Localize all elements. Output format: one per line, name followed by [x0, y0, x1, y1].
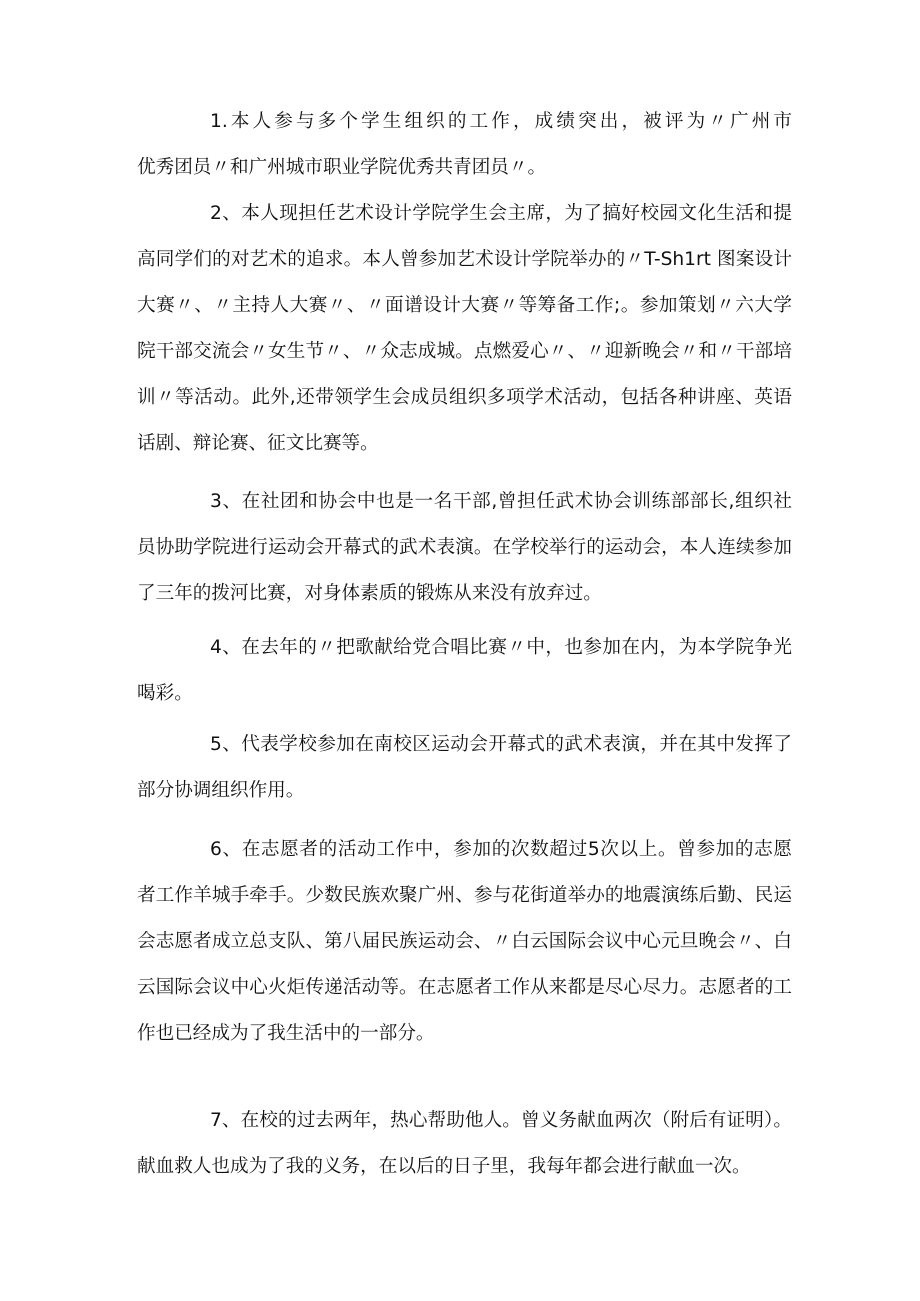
- paragraph-line: 高同学们的对艺术的追求。本人曾参加艺术设计学院举办的〃T-Sh1rt 图案设计: [137, 249, 792, 270]
- paragraph-line: 作也已经成为了我生活中的一部分。: [137, 1023, 435, 1044]
- paragraph-line: 3、在社团和协会中也是一名干部,曾担任武术协会训练部部长,组织社: [210, 491, 792, 512]
- paragraph-line: 献血救人也成为了我的义务，在以后的日子里，我每年都会进行献血一次。: [137, 1156, 751, 1177]
- paragraph-line: 话剧、辩论赛、征文比赛等。: [137, 433, 379, 454]
- paragraph-line: 7、在校的过去两年，热心帮助他人。曾义务献血两次（附后有证明）。: [210, 1110, 792, 1131]
- paragraph-line: 院干部交流会〃女生节〃、〃众志成城。点燃爱心〃、〃迎新晚会〃和〃干部培: [137, 341, 792, 362]
- paragraph-line: 6、在志愿者的活动工作中，参加的次数超过5次以上。曾参加的志愿: [210, 839, 792, 860]
- paragraph-3: [137, 479, 792, 617]
- paragraph-line: 1.本人参与多个学生组织的工作，成绩突出，被评为〃广州市: [210, 111, 792, 132]
- paragraph-line: 2、本人现担任艺术设计学院学生会主席，为了搞好校园文化生活和提: [210, 203, 792, 224]
- paragraph-2: [137, 191, 792, 467]
- paragraph-line: 云国际会议中心火炬传递活动等。在志愿者工作从来都是尽心尽力。志愿者的工: [137, 977, 792, 998]
- paragraph-6: [137, 827, 792, 1057]
- paragraph-5: [137, 722, 792, 814]
- paragraph-line: 5、代表学校参加在南校区运动会开幕式的武术表演，并在其中发挥了: [210, 734, 792, 755]
- paragraph-4: [137, 625, 792, 717]
- paragraph-line: 喝彩。: [137, 683, 193, 704]
- paragraph-line: 员协助学院进行运动会开幕式的武术表演。在学校举行的运动会，本人连续参加: [137, 537, 792, 558]
- paragraph-line: 大赛〃、〃主持人大赛〃、〃面谱设计大赛〃等筹备工作;。参加策划〃六大学: [137, 295, 792, 316]
- paragraph-line: 部分协调组织作用。: [137, 780, 305, 801]
- paragraph-line: 者工作羊城手牵手。少数民族欢聚广州、参与花街道举办的地震演练后勤、民运: [137, 885, 792, 906]
- paragraph-line: 了三年的拨河比赛，对身体素质的锻炼从来没有放弃过。: [137, 583, 602, 604]
- paragraph-1: [137, 99, 792, 191]
- paragraph-line: 4、在去年的〃把歌献给党合唱比赛〃中，也参加在内，为本学院争光: [210, 637, 792, 658]
- paragraph-line: 会志愿者成立总支队、第八届民族运动会、〃白云国际会议中心元旦晚会〃、白: [137, 931, 792, 952]
- paragraph-7: [137, 1098, 792, 1190]
- paragraph-line: 训〃等活动。此外,还带领学生会成员组织多项学术活动，包括各种讲座、英语: [137, 387, 792, 408]
- paragraph-line: 优秀团员〃和广州城市职业学院优秀共青团员〃。: [137, 157, 547, 178]
